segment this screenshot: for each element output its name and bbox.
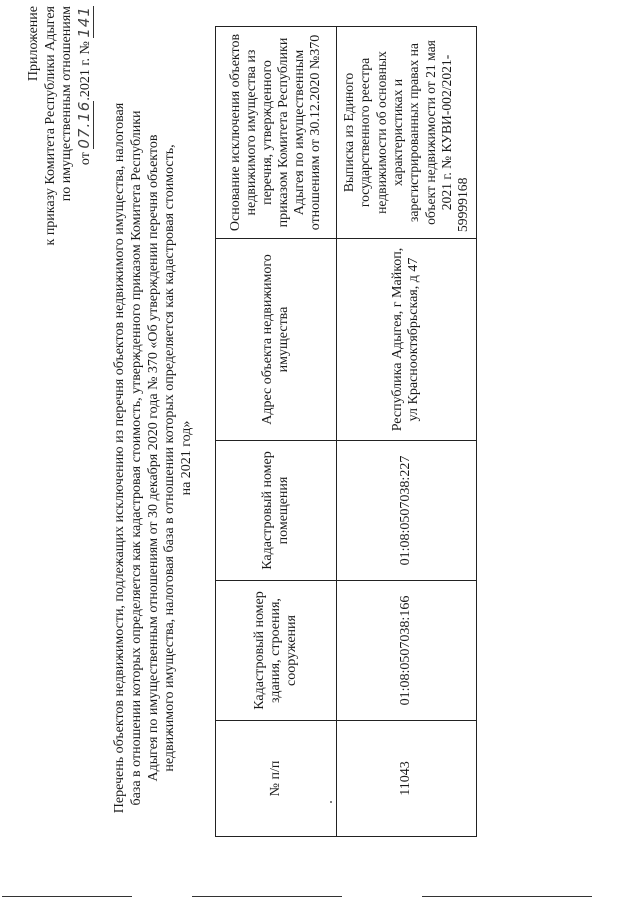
document-title [112, 65, 196, 851]
handwritten-order-number: 141 [74, 6, 93, 38]
appendix-header [26, 6, 94, 566]
title-line: база в отношении которых определяется как кадастровая стоимость, утвержденного приказом Комитета Республики [128, 110, 144, 806]
property-exclusion-table [215, 26, 477, 837]
table-header-row [216, 27, 337, 837]
scan-speck [330, 801, 332, 803]
header-num: № п/п [216, 721, 337, 837]
page-edge-lines [2, 877, 602, 897]
date-suffix: .2021 г. № [77, 41, 93, 101]
header-room-cadastral: Кадастровый номер помещения [216, 441, 337, 581]
cell-room-cadastral: 01:08:0507038:227 [337, 441, 477, 581]
date-prefix: от [77, 152, 93, 166]
cell-num: 11043 [337, 721, 477, 837]
title-line: Адыгея по имущественным отношениям от 30 декабря 2020 года № 370 «Об утверждении перечня объектов [145, 134, 161, 782]
title-line: недвижимого имущества, налоговая база в отношении которых определяется как кадастровая стоимость, [162, 144, 178, 772]
appendix-committee: по имущественным отношениям [59, 6, 75, 202]
appendix-date-line [76, 6, 95, 566]
handwritten-date: 07.16 [74, 100, 93, 149]
appendix-order-ref: к приказу Комитета Республики Адыгея [42, 6, 58, 246]
cell-address: Республика Адыгея, г Майкоп, ул Краснооктябрьская, д 47 [337, 239, 477, 441]
header-building-cadastral: Кадастровый номер здания, строения, сооружения [216, 581, 337, 721]
title-line: на 2021 год» [179, 420, 195, 496]
header-basis: Основание исключения объектов недвижимого имущества из перечня, утвержденного приказом Комитета Республики Адыгея по имущественным отношениям от 30.12.2020 №370 [216, 27, 337, 239]
header-address: Адрес объекта недвижимого имущества [216, 239, 337, 441]
table-row [337, 27, 477, 837]
appendix-title: Приложение [26, 6, 41, 82]
cell-basis: Выписка из Единого государственного реестра недвижимости об основных характеристиках и зарегистрированных правах на объект недвижимости от 21 мая 2021 г. № КУВИ-002/2021-59999168 [337, 27, 477, 239]
title-line: Перечень объектов недвижимости, подлежащих исключению из перечня объектов недвижимого имущества, налоговая [112, 102, 127, 814]
cell-building-cadastral: 01:08:0507038:166 [337, 581, 477, 721]
